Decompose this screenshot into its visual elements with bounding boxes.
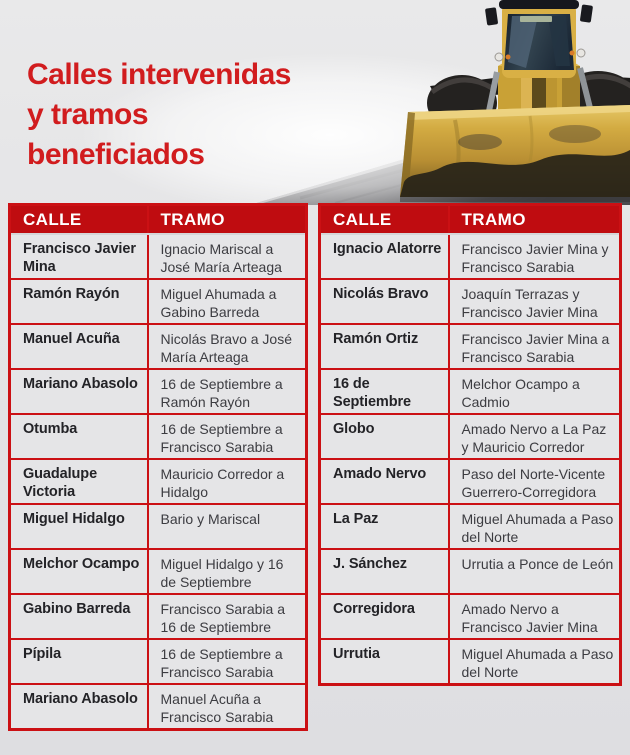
calle-cell: Globo (320, 414, 449, 459)
calle-cell: Ramón Rayón (10, 279, 148, 324)
tramo-header: TRAMO (148, 205, 307, 235)
table-header-row (320, 205, 621, 235)
table-row (10, 324, 307, 369)
calle-cell: Nicolás Bravo (320, 279, 449, 324)
tramo-cell: Francisco Javier Mina a Francisco Sarabia (449, 324, 621, 369)
tramo-cell: Miguel Ahumada a Gabino Barreda (148, 279, 307, 324)
calle-cell: Gabino Barreda (10, 594, 148, 639)
table-row (10, 594, 307, 639)
table-row (320, 594, 621, 639)
table-row (320, 279, 621, 324)
table-header-row (10, 205, 307, 235)
tramo-cell: Urrutia a Ponce de León (449, 549, 621, 594)
tramo-cell: Manuel Acuña a Francisco Sarabia (148, 684, 307, 730)
calle-cell: La Paz (320, 504, 449, 549)
tramo-cell: Joaquín Terrazas y Francisco Javier Mina (449, 279, 621, 324)
table-row (10, 639, 307, 684)
tramo-cell: 16 de Septiembre a Francisco Sarabia (148, 639, 307, 684)
tramo-cell: Amado Nervo a Francisco Javier Mina (449, 594, 621, 639)
calle-cell: Melchor Ocampo (10, 549, 148, 594)
table-row (10, 684, 307, 730)
table-row (320, 459, 621, 504)
tramo-cell: Amado Nervo a La Paz y Mauricio Corredor (449, 414, 621, 459)
table-row (10, 414, 307, 459)
calle-cell: J. Sánchez (320, 549, 449, 594)
tramo-cell: Francisco Javier Mina y Francisco Sarabia (449, 234, 621, 279)
table-row (320, 369, 621, 414)
table-row (320, 414, 621, 459)
calle-cell: 16 de Septiembre (320, 369, 449, 414)
calle-cell: Ramón Ortiz (320, 324, 449, 369)
tramo-cell: 16 de Septiembre a Francisco Sarabia (148, 414, 307, 459)
calle-cell: Corregidora (320, 594, 449, 639)
table-row (320, 549, 621, 594)
page-title (27, 55, 291, 175)
tramo-cell: Mauricio Corredor a Hidalgo (148, 459, 307, 504)
tramo-cell: Nicolás Bravo a José María Arteaga (148, 324, 307, 369)
table-row (10, 549, 307, 594)
streets-table-left-body (10, 234, 307, 730)
table-row (320, 324, 621, 369)
table-row (10, 234, 307, 279)
table-row (10, 279, 307, 324)
table-row (320, 504, 621, 549)
calle-cell: Mariano Abasolo (10, 369, 148, 414)
page-title-line-2: y tramos (27, 98, 149, 131)
tramo-cell: Francisco Sarabia a 16 de Septiembre (148, 594, 307, 639)
table-row (320, 234, 621, 279)
table-row (10, 369, 307, 414)
calle-cell: Urrutia (320, 639, 449, 685)
page-title-line-3: beneficiados (27, 138, 205, 171)
tramo-cell: Melchor Ocampo a Cadmio (449, 369, 621, 414)
calle-header: CALLE (320, 205, 449, 235)
table-row (10, 459, 307, 504)
tramo-cell: Bario y Mariscal (148, 504, 307, 549)
streets-table-left (8, 203, 308, 731)
calle-cell: Ignacio Alatorre (320, 234, 449, 279)
calle-header: CALLE (10, 205, 148, 235)
calle-cell: Mariano Abasolo (10, 684, 148, 730)
tramo-cell: Miguel Hidalgo y 16 de Septiembre (148, 549, 307, 594)
loader-bucket (400, 105, 630, 202)
calle-cell: Miguel Hidalgo (10, 504, 148, 549)
calle-cell: Amado Nervo (320, 459, 449, 504)
tramo-header: TRAMO (449, 205, 621, 235)
tramo-cell: Miguel Ahumada a Paso del Norte (449, 639, 621, 685)
calle-cell: Otumba (10, 414, 148, 459)
calle-cell: Pípila (10, 639, 148, 684)
table-row (320, 639, 621, 685)
tramo-cell: Miguel Ahumada a Paso del Norte (449, 504, 621, 549)
tramo-cell: 16 de Septiembre a Ramón Rayón (148, 369, 307, 414)
calle-cell: Manuel Acuña (10, 324, 148, 369)
streets-table-right (318, 203, 622, 686)
calle-cell: Francisco Javier Mina (10, 234, 148, 279)
table-row (10, 504, 307, 549)
tramo-cell: Ignacio Mariscal a José María Arteaga (148, 234, 307, 279)
streets-table-right-body (320, 234, 621, 685)
page-title-line-1: Calles intervenidas (27, 58, 291, 91)
calle-cell: Guadalupe Victoria (10, 459, 148, 504)
tramo-cell: Paso del Norte-Vicente Guerrero-Corregidora (449, 459, 621, 504)
